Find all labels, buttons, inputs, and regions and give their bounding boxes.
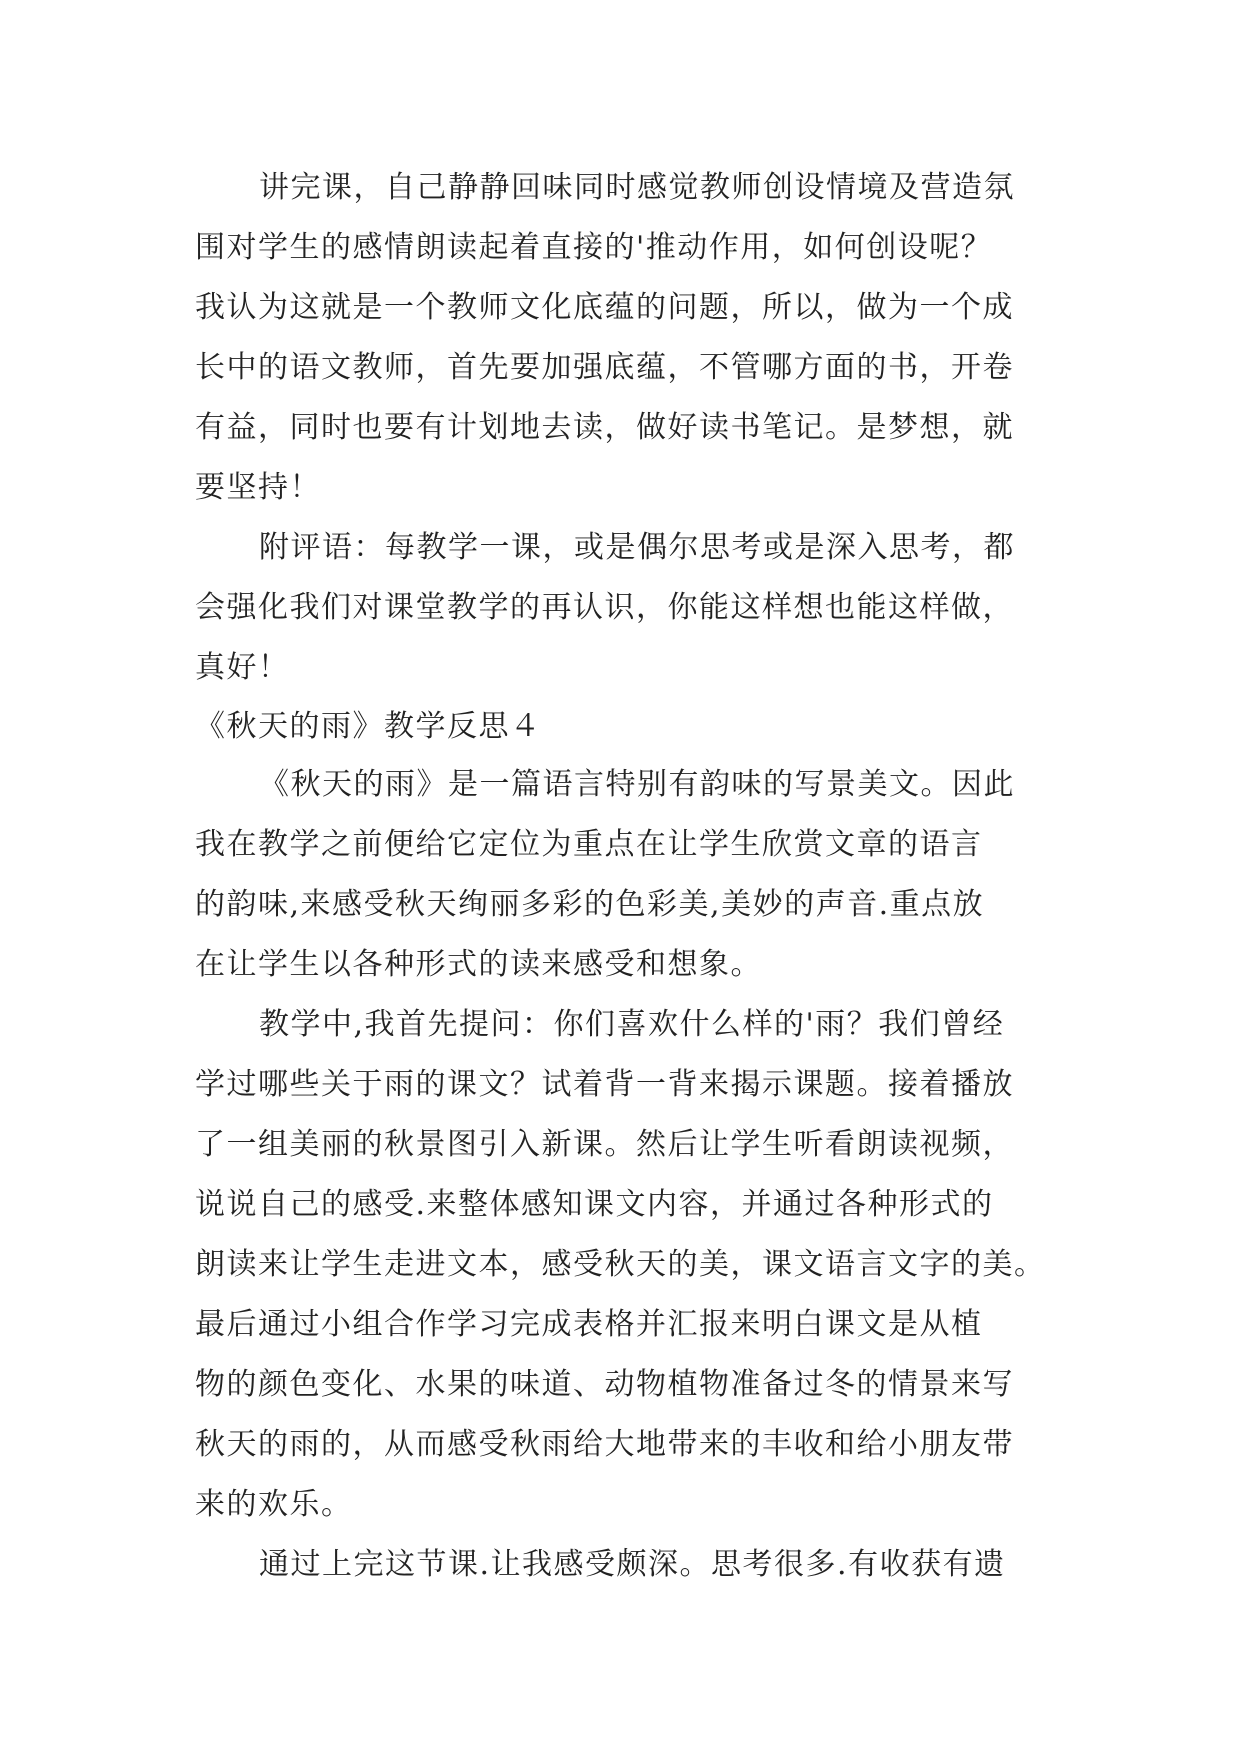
text-line: 来的欢乐。: [195, 1487, 353, 1522]
text-line: 物的颜色变化、水果的味道、动物植物准备过冬的情景来写: [195, 1367, 1014, 1402]
text-line: 我认为这就是一个教师文化底蕴的问题，所以，做为一个成: [195, 290, 1014, 325]
text-line: 讲完课，自己静静回味同时感觉教师创设情境及营造氛: [259, 170, 1015, 205]
paragraph: [195, 755, 1055, 995]
text-line: 了一组美丽的秋景图引入新课。然后让学生听看朗读视频，: [195, 1127, 1014, 1162]
text-line: 说说自己的感受.来整体感知课文内容，并通过各种形式的: [195, 1187, 994, 1222]
text-line: 附评语：每教学一课，或是偶尔思考或是深入思考，都: [259, 530, 1015, 565]
paragraph: [195, 518, 1055, 698]
paragraph: [195, 1535, 1055, 1595]
text-line: 真好！: [195, 650, 290, 685]
text-line: 会强化我们对课堂教学的再认识，你能这样想也能这样做，: [195, 590, 1014, 625]
text-line: 我在教学之前便给它定位为重点在让学生欣赏文章的语言: [195, 827, 983, 862]
text-line: 有益，同时也要有计划地去读，做好读书笔记。是梦想，就: [195, 410, 1014, 445]
paragraph: [195, 158, 1055, 518]
text-line: 最后通过小组合作学习完成表格并汇报来明白课文是从植: [195, 1307, 983, 1342]
text-line: 长中的语文教师，首先要加强底蕴，不管哪方面的书，开卷: [195, 350, 1014, 385]
text-line: 的韵味,来感受秋天绚丽多彩的色彩美,美妙的声音.重点放: [195, 887, 985, 922]
text-line: 学过哪些关于雨的课文？试着背一背来揭示课题。接着播放: [195, 1067, 1014, 1102]
text-line: 在让学生以各种形式的读来感受和想象。: [195, 947, 762, 982]
text-line: 教学中,我首先提问：你们喜欢什么样的'雨？我们曾经: [259, 1007, 1005, 1042]
text-line: 朗读来让学生走进文本，感受秋天的美，课文语言文字的美。: [195, 1247, 1046, 1282]
text-line: 要坚持！: [195, 470, 321, 505]
document-body: [195, 158, 1055, 1595]
text-line: 围对学生的感情朗读起着直接的'推动作用，如何创设呢？: [195, 230, 993, 265]
section-heading: 《秋天的雨》教学反思４: [195, 709, 542, 744]
text-line: 通过上完这节课.让我感受颇深。思考很多.有收获有遗: [259, 1547, 1006, 1582]
text-line: 秋天的雨的，从而感受秋雨给大地带来的丰收和给小朋友带: [195, 1427, 1014, 1462]
text-line: 《秋天的雨》是一篇语言特别有韵味的写景美文。因此: [259, 767, 1015, 802]
paragraph: [195, 995, 1055, 1535]
